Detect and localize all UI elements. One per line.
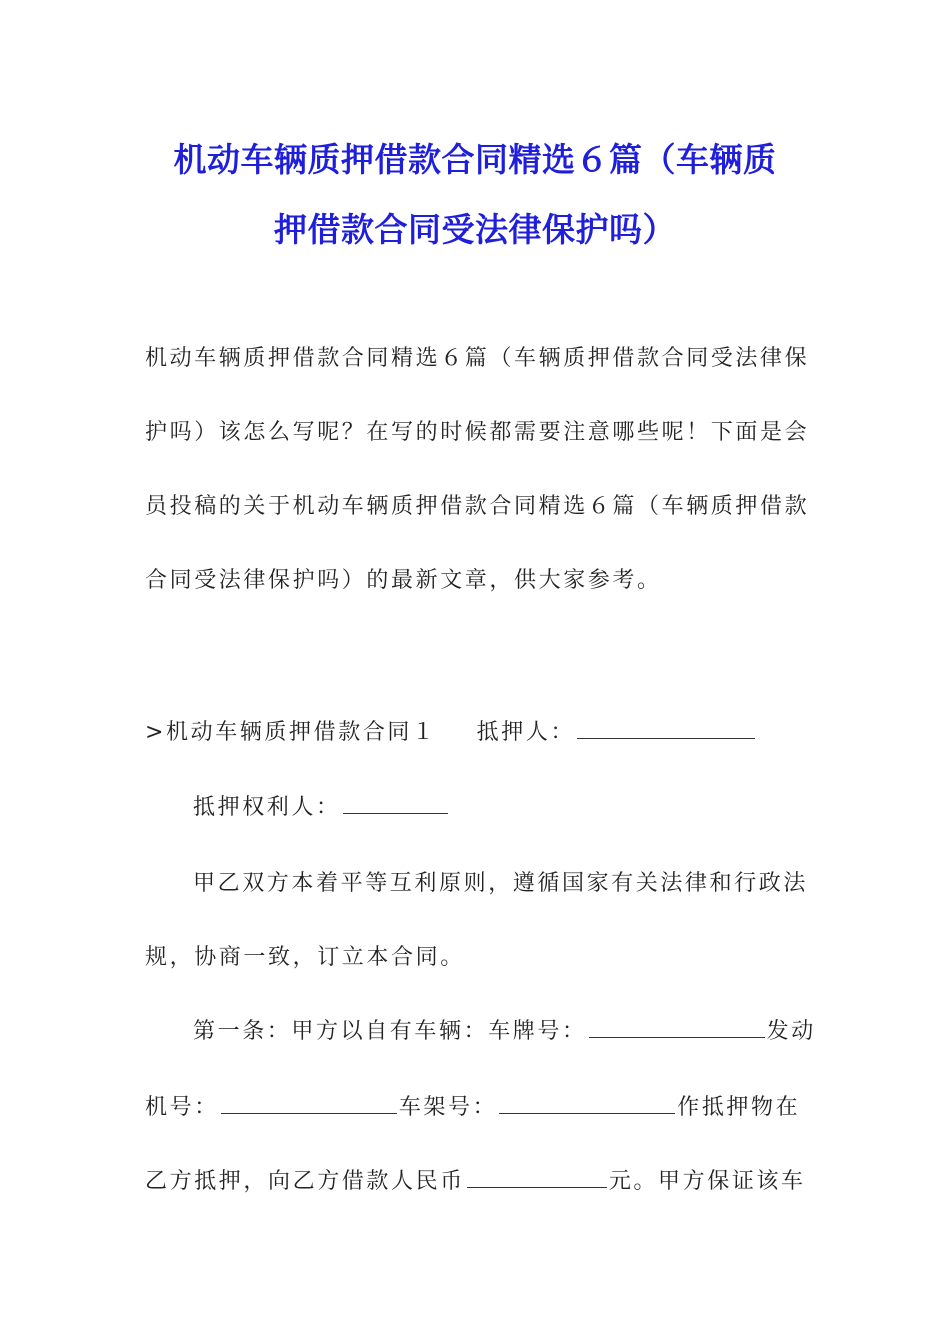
pledgor-blank <box>577 718 755 739</box>
article-1-text-e: 作抵押物在 <box>677 1095 801 1120</box>
frame-number-blank <box>499 1093 675 1114</box>
article-1-text-g: 元。甲方保证该车 <box>608 1169 806 1194</box>
article-1-text-d: 车架号： <box>398 1095 498 1120</box>
article-1-text-a: 第一条：甲方以自有车辆：车牌号： <box>193 1019 587 1044</box>
paragraph-1-line-1: 甲乙双方本着平等互利原则，遵循国家有关法律和行政法 <box>193 871 809 896</box>
paragraph-1-line-2: 规，协商一致，订立本合同。 <box>145 945 465 970</box>
article-1-line-3 <box>145 1167 806 1197</box>
intro-line-3: 员投稿的关于机动车辆质押借款合同精选６篇（车辆质押借款 <box>145 494 810 519</box>
pledgee-blank <box>343 793 448 814</box>
document-title-line-2: 押借款合同受法律保护吗） <box>274 210 676 249</box>
document-title-line-1: 机动车辆质押借款合同精选６篇（车辆质 <box>173 140 777 179</box>
pledgee-row <box>193 793 450 823</box>
intro-line-4: 合同受法律保护吗）的最新文章，供大家参考。 <box>145 568 662 593</box>
section-heading-row <box>145 718 757 748</box>
plate-number-blank <box>589 1017 765 1038</box>
section-heading: >机动车辆质押借款合同１ <box>145 720 437 745</box>
article-1-text-c: 机号： <box>145 1095 219 1120</box>
loan-amount-blank <box>467 1167 607 1188</box>
intro-line-2: 护吗）该怎么写呢？在写的时候都需要注意哪些呢！下面是会 <box>145 420 810 445</box>
pledgee-label: 抵押权利人： <box>193 795 341 820</box>
pledgor-label: 抵押人： <box>476 720 576 745</box>
engine-number-blank <box>221 1093 397 1114</box>
intro-line-1: 机动车辆质押借款合同精选６篇（车辆质押借款合同受法律保 <box>145 346 810 371</box>
article-1-text-f: 乙方抵押，向乙方借款人民币 <box>145 1169 465 1194</box>
article-1-line-1 <box>193 1017 816 1047</box>
article-1-text-b: 发动 <box>766 1019 816 1044</box>
article-1-line-2 <box>145 1093 800 1123</box>
